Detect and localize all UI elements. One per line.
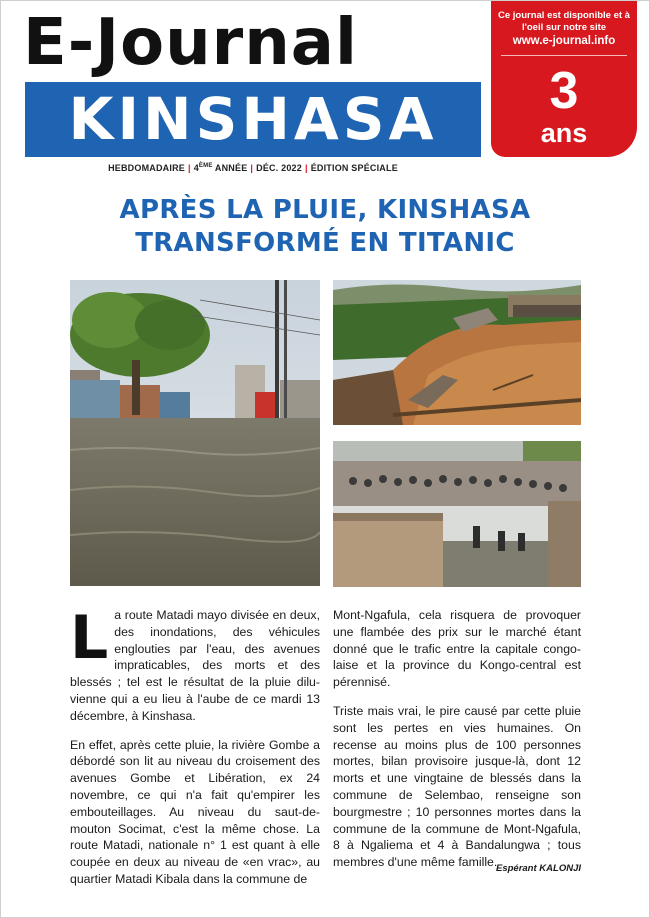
year-label: ANNÉE: [214, 163, 248, 173]
anniversary-badge: [491, 1, 637, 157]
edition-label: ÉDITION SPÉCIALE: [310, 163, 398, 173]
photo-landslide: [333, 280, 581, 425]
issue-date: DÉC. 2022: [256, 163, 302, 173]
separator: |: [187, 163, 191, 173]
paragraph-1-text: a route Matadi mayo divisée en deux, des inondations, des véhicules englouties par l'eau, des avenues impraticables, des morts et des blessés ; tel est le résultat de la pluie dilu-vienne qui a eu lieu à l'aube de ce mardi 13 décembre, à Kinshasa.: [70, 608, 320, 723]
issue-info-bar: [25, 163, 481, 173]
drop-cap: L: [70, 603, 109, 673]
masthead-title-kinshasa: KINSHASA: [68, 85, 438, 153]
anniversary-number: 3: [549, 62, 579, 120]
photo-flooded-street: [70, 280, 320, 586]
article-paragraph-4: Triste mais vrai, le pire causé par cette pluie sont les pertes en vies humaines. On recense au moins plus de 100 personnes mortes, bilan provisoire jusque-là, dont 12 morts et une vingtaine de blessés dans la commune de Selembao, renseigne son bourgmestre ; 10 personnes mortes dans la commune de la commune de Mont-Ngafula, 8 à Ngaliema et 4 à Bandalungwa ; tous membres d'une même famille.: [333, 703, 581, 870]
author-byline: Espérant KALONJI: [496, 863, 581, 874]
headline: [31, 194, 619, 260]
headline-line-1: APRÈS LA PLUIE, KINSHASA: [119, 195, 531, 225]
promo-divider: [501, 55, 627, 56]
separator: |: [250, 163, 254, 173]
headline-line-2: TRANSFORMÉ EN TITANIC: [135, 228, 515, 258]
article-paragraph-2: En effet, après cette pluie, la rivière Gombe a débordé son lit au niveau du croisement des avenues Gombe et Libération, ex 24 novembre, ce qui n'a fait qu'empirer les embouteillages. Au niveau du saut-de-mouton Socimat, c'est la même chose. La route Matadi, nationale n° 1 est quant à elle coupée en deux au niveau de «en vrac», au quartier Matadi Kibala dans la commune de: [70, 737, 320, 886]
separator: |: [304, 163, 308, 173]
article-column-right: [333, 607, 581, 883]
article-paragraph-1: [70, 603, 320, 725]
article-paragraph-3: Mont-Ngafula, cela risquera de provoquer une flambée des prix sur le marché étant donné que le trafic entre la capitale congo-laise et la province du Kongo-central est pérennisé.: [333, 608, 581, 690]
photo-crowd-flood: [333, 441, 581, 587]
article-column-left: [70, 603, 320, 900]
anniversary-unit: ans: [540, 118, 588, 148]
year-suffix: ÈME: [198, 163, 213, 169]
masthead-title-e-journal: E-Journal: [23, 6, 358, 80]
year-number: 4: [193, 163, 199, 173]
promo-text: Ce journal est disponible et à l'oeil sur notre site: [498, 10, 630, 33]
periodicity: HEBDOMADAIRE: [108, 163, 185, 173]
website-link[interactable]: www.e-journal.info: [512, 35, 616, 47]
